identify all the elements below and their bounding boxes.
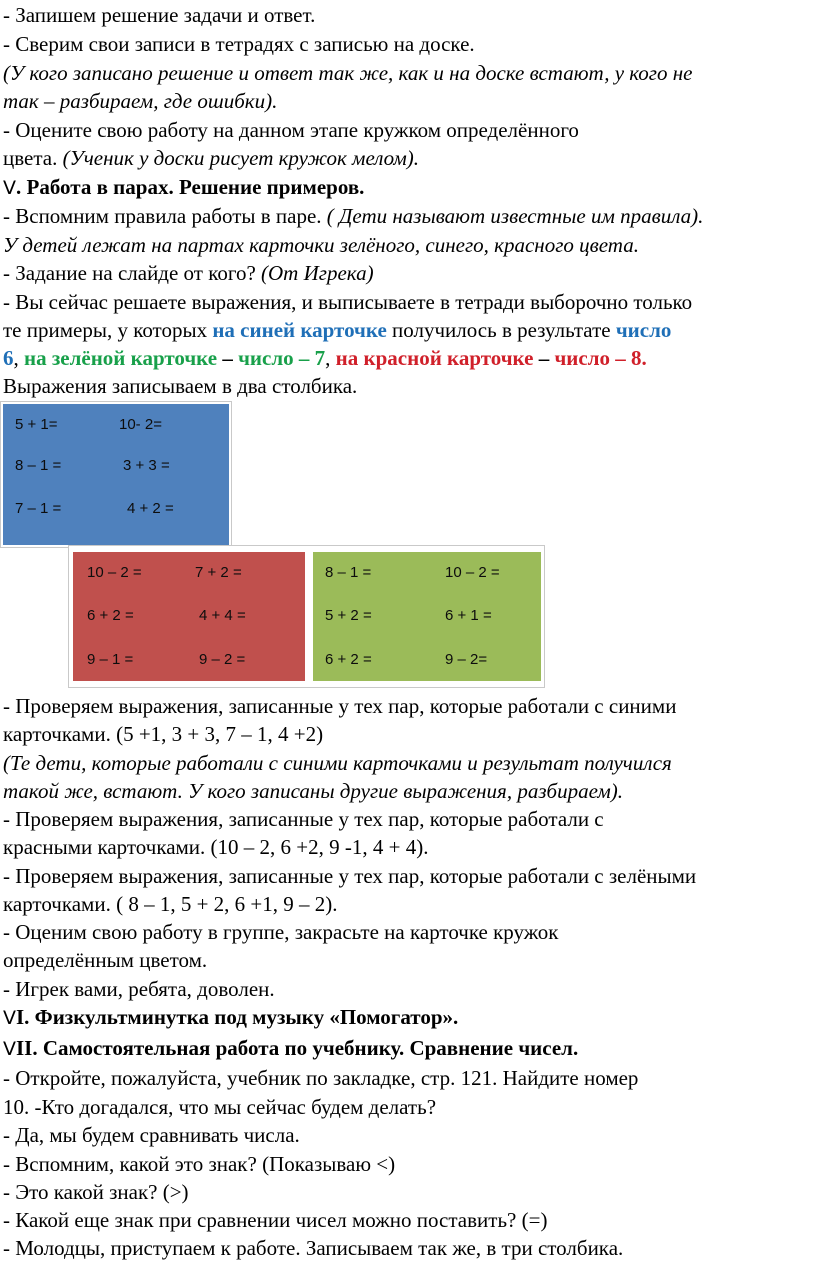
text-line: - Это какой знак? (>) xyxy=(3,1180,189,1204)
card-expression: 5 + 2 = xyxy=(325,607,372,624)
blue-card-highlight: на синей карточке xyxy=(212,318,387,342)
text-span-italic: (Ученик у доски рисует кружок мелом). xyxy=(62,146,419,170)
roman-numeral: V xyxy=(3,177,16,199)
section-heading-7 xyxy=(3,1035,578,1062)
text-line: - Проверяем выражения, записанные у тех пар, которые работали с xyxy=(3,807,604,831)
text-line: - Запишем решение задачи и ответ. xyxy=(3,3,316,27)
text-span: те примеры, у которых xyxy=(3,318,213,342)
text-line: красными карточками. (10 – 2, 6 +2, 9 -1, 4 + 4). xyxy=(3,835,429,859)
text-line: - Оценим свою работу в группе, закрасьте на карточке кружок xyxy=(3,920,559,944)
blue-card xyxy=(3,404,229,545)
card-expression: 10 – 2 = xyxy=(87,564,142,581)
red-card-highlight: на красной карточке xyxy=(335,346,534,370)
text-line xyxy=(3,345,647,371)
text-line-italic: такой же, встают. У кого записаны другие выражения, разбираем). xyxy=(3,779,624,803)
text-line-italic: У детей лежат на партах карточки зелёного, синего, красного цвета. xyxy=(3,233,639,257)
green-number-highlight: число – 7 xyxy=(238,346,326,370)
text-line: - Проверяем выражения, записанные у тех пар, которые работали с зелёными xyxy=(3,864,697,888)
card-expression: 10- 2= xyxy=(119,416,162,433)
text-line: - Вы сейчас решаете выражения, и выписываете в тетради выборочно только xyxy=(3,290,693,314)
red-green-cards-frame xyxy=(68,545,545,688)
card-expression: 7 + 2 = xyxy=(195,564,242,581)
text-span: цвета. xyxy=(3,146,63,170)
card-expression: 10 – 2 = xyxy=(445,564,500,581)
text-line: - Вспомним, какой это знак? (Показываю <) xyxy=(3,1152,396,1176)
red-card xyxy=(73,552,305,681)
red-number-highlight: число – 8. xyxy=(554,346,647,370)
text-line: - Да, мы будем сравнивать числа. xyxy=(3,1123,300,1147)
text-line: - Откройте, пожалуйста, учебник по закладке, стр. 121. Найдите номер xyxy=(3,1066,639,1090)
text-span-italic: ( Дети называют известные им правила). xyxy=(326,204,704,228)
text-line-italic: так – разбираем, где ошибки). xyxy=(3,89,278,113)
card-expression: 8 – 1 = xyxy=(15,457,62,474)
blue-number-highlight: 6 xyxy=(3,346,14,370)
card-expression: 7 – 1 = xyxy=(15,500,62,517)
card-expression: 9 – 2 = xyxy=(199,651,246,668)
heading-text: II. Самостоятельная работа по учебнику. Сравнение чисел. xyxy=(16,1036,579,1060)
text-line: - Проверяем выражения, записанные у тех пар, которые работали с синими xyxy=(3,694,677,718)
card-expression: 6 + 1 = xyxy=(445,607,492,624)
card-expression: 9 – 1 = xyxy=(87,651,134,668)
text-line: 10. -Кто догадался, что мы сейчас будем делать? xyxy=(3,1095,437,1119)
blue-number-highlight: число xyxy=(615,318,672,342)
text-line: карточками. ( 8 – 1, 5 + 2, 6 +1, 9 – 2). xyxy=(3,892,338,916)
card-expression: 8 – 1 = xyxy=(325,564,372,581)
text-span: - Задание на слайде от кого? xyxy=(3,261,262,285)
text-line: определённым цветом. xyxy=(3,948,208,972)
heading-text: . Работа в парах. Решение примеров. xyxy=(16,175,365,199)
text-line: - Оцените свою работу на данном этапе кружком определённого xyxy=(3,118,579,142)
text-span-italic: (От Игрека) xyxy=(261,261,374,285)
section-heading-6 xyxy=(3,1004,458,1031)
card-expression: 5 + 1= xyxy=(15,416,58,433)
text-line: Выражения записываем в два столбика. xyxy=(3,374,358,398)
card-expression: 3 + 3 = xyxy=(123,457,170,474)
text-span: получилось в результате xyxy=(386,318,616,342)
section-heading-5 xyxy=(3,174,364,201)
text-span: , xyxy=(325,346,336,370)
green-card-highlight: на зелёной карточке xyxy=(24,346,218,370)
text-span: , xyxy=(13,346,24,370)
green-card xyxy=(313,552,541,681)
text-line: карточками. (5 +1, 3 + 3, 7 – 1, 4 +2) xyxy=(3,722,324,746)
heading-text: I. Физкультминутка под музыку «Помогатор». xyxy=(16,1005,459,1029)
text-line: - Сверим свои записи в тетрадях с записью на доске. xyxy=(3,32,475,56)
text-span: – xyxy=(217,346,239,370)
text-line: - Молодцы, приступаем к работе. Записываем так же, в три столбика. xyxy=(3,1236,624,1260)
blue-card-frame xyxy=(0,401,232,548)
roman-numeral: V xyxy=(3,1038,16,1060)
roman-numeral: V xyxy=(3,1007,16,1029)
card-expression: 4 + 2 = xyxy=(127,500,174,517)
text-span: – xyxy=(533,346,555,370)
text-line xyxy=(3,145,419,171)
card-expression: 6 + 2 = xyxy=(87,607,134,624)
text-line: - Игрек вами, ребята, доволен. xyxy=(3,977,275,1001)
card-expression: 4 + 4 = xyxy=(199,607,246,624)
text-line-italic: (Те дети, которые работали с синими карточками и результат получился xyxy=(3,751,672,775)
text-line xyxy=(3,260,374,286)
text-line xyxy=(3,203,703,229)
text-span: - Вспомним правила работы в паре. xyxy=(3,204,327,228)
text-line: - Какой еще знак при сравнении чисел можно поставить? (=) xyxy=(3,1208,548,1232)
card-expression: 6 + 2 = xyxy=(325,651,372,668)
text-line-italic: (У кого записано решение и ответ так же, как и на доске встают, у кого не xyxy=(3,61,693,85)
text-line xyxy=(3,317,671,343)
card-expression: 9 – 2= xyxy=(445,651,488,668)
